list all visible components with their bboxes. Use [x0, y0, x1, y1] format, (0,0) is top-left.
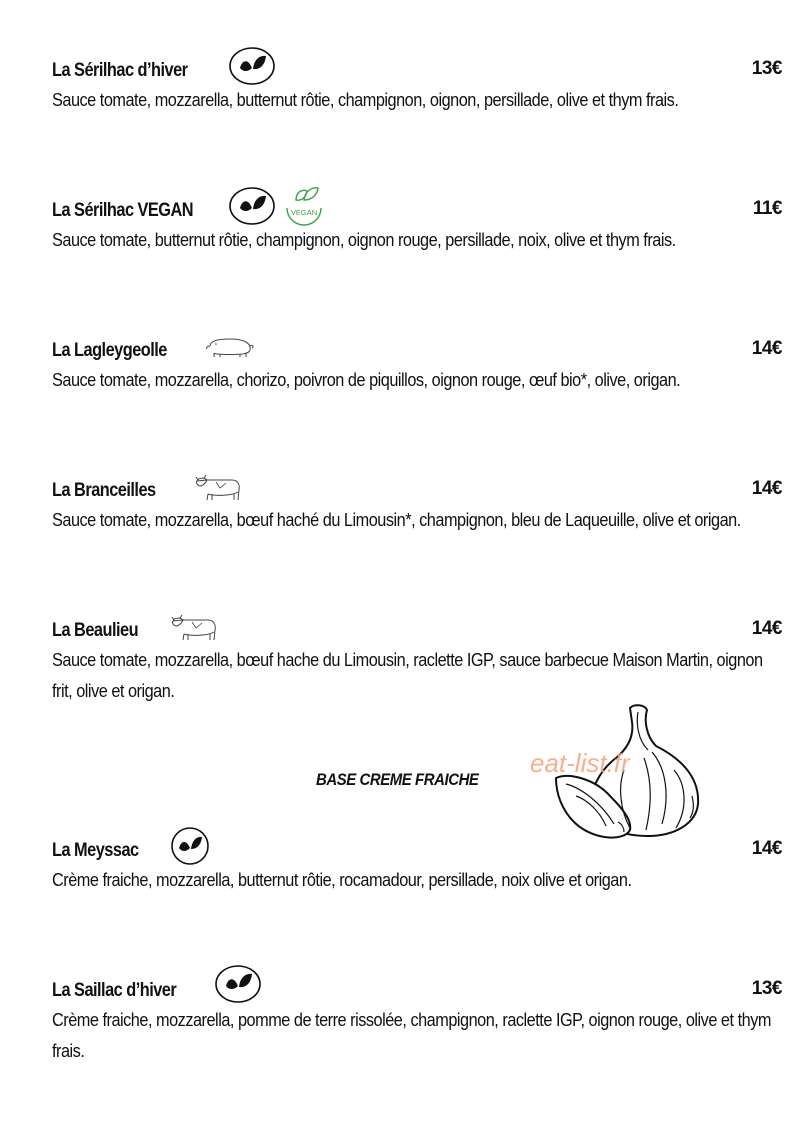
pizza-icons	[204, 336, 256, 360]
menu-item-header	[52, 332, 782, 362]
pizza-price: 11€	[752, 198, 782, 219]
pizza-description: Sauce tomate, mozzarella, bœuf hache du Limousin, raclette IGP, sauce barbecue Maison Martin, oignon frit, olive et origan.	[52, 649, 763, 701]
menu-item	[52, 972, 782, 1066]
leaf-icon	[228, 46, 276, 86]
vegan-badge-text: VEGAN	[290, 208, 318, 217]
menu-item	[52, 612, 782, 706]
menu-item-header	[52, 612, 782, 642]
menu-item	[52, 332, 782, 395]
pizza-name: La Meyssac	[52, 840, 139, 861]
pizza-description: Sauce tomate, butternut rôtie, champignon, oignon rouge, persillade, noix, olive et thym frais.	[52, 229, 676, 250]
pizza-description: Crème fraiche, mozzarella, pomme de terre rissolée, champignon, raclette IGP, oignon rouge, olive et thym frais.	[52, 1009, 771, 1061]
leaf-icon	[228, 186, 276, 226]
pizza-name: La Sérilhac VEGAN	[52, 200, 194, 221]
pizza-icons	[170, 612, 218, 644]
pizza-price: 14€	[751, 478, 782, 499]
pizza-price: 14€	[751, 618, 782, 639]
pizza-name: La Lagleygeolle	[52, 340, 167, 361]
menu-item	[52, 52, 782, 115]
pizza-description: Sauce tomate, mozzarella, butternut rôtie, champignon, oignon, persillade, olive et thym frais.	[52, 89, 679, 110]
pizza-price: 13€	[751, 58, 782, 79]
pizza-name: La Branceilles	[52, 480, 156, 501]
pig-icon	[204, 336, 256, 360]
menu-item-header	[52, 832, 782, 862]
pizza-name: La Sérilhac d’hiver	[52, 60, 188, 81]
menu-item-header	[52, 192, 782, 222]
pizza-price: 14€	[751, 838, 782, 859]
pizza-name: La Saillac d’hiver	[52, 980, 177, 1001]
pizza-description: Sauce tomate, mozzarella, chorizo, poivron de piquillos, oignon rouge, œuf bio*, olive, origan.	[52, 369, 681, 390]
menu-item	[52, 832, 782, 895]
menu-item-header	[52, 472, 782, 502]
pizza-icons	[170, 826, 210, 866]
pizza-icons	[214, 964, 262, 1004]
leaf-icon	[170, 826, 210, 866]
menu-item-header	[52, 52, 782, 82]
cow-icon	[194, 472, 242, 504]
pizza-icons	[228, 182, 326, 226]
menu-item-header	[52, 972, 782, 1002]
section-title: BASE CREME FRAICHE	[316, 770, 479, 789]
watermark-text: eat-list.fr	[530, 748, 630, 778]
pizza-description: Sauce tomate, mozzarella, bœuf haché du Limousin*, champignon, bleu de Laqueuille, olive et origan.	[52, 509, 741, 530]
leaf-icon	[214, 964, 262, 1004]
pizza-description: Crème fraiche, mozzarella, butternut rôtie, rocamadour, persillade, noix olive et origan.	[52, 869, 632, 890]
menu-item	[52, 192, 782, 255]
cow-icon	[170, 612, 218, 644]
pizza-icons	[228, 46, 276, 86]
pizza-price: 14€	[751, 338, 782, 359]
vegan-icon	[282, 182, 326, 226]
pizza-name: La Beaulieu	[52, 620, 139, 641]
pizza-icons	[194, 472, 242, 504]
menu-item	[52, 472, 782, 535]
pizza-price: 13€	[751, 978, 782, 999]
